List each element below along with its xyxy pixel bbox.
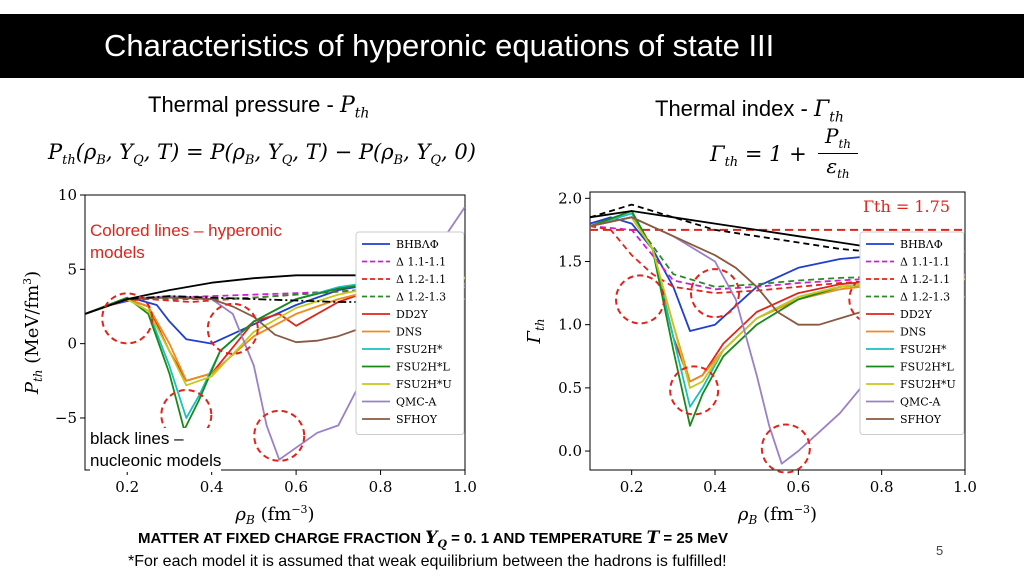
- nucleonic-note-line1: black lines –: [90, 429, 184, 448]
- y-tick-label: −5: [54, 408, 77, 427]
- thermal-pressure-equation: $P_{th}(\rho_B$, $Y_Q$, $T) = P(\rho_B$, $Y_Q$, $T) - P(\rho_B$, $Y_Q$, 0): [48, 140, 476, 169]
- legend-entry-label: FSU2H*L: [900, 360, 954, 374]
- y-axis-label: $P_{th}$ $(MeV/fm^3)$: [21, 270, 45, 395]
- x-tick-label: 0.4: [199, 478, 224, 496]
- thermal-pressure-heading: [148, 92, 369, 121]
- thermal-index-equation-lhs: $\Gamma_{th} = 1$ +: [710, 142, 807, 171]
- conditions-line: [138, 528, 728, 550]
- hyperonic-note: [90, 220, 282, 264]
- x-tick-label: 0.6: [284, 478, 309, 496]
- nucleonic-note-line2: nucleonic models: [90, 451, 222, 470]
- legend-entry-label: BHBΛΦ: [396, 238, 439, 251]
- x-tick-label: 0.8: [368, 478, 393, 496]
- x-axis-label: $\rho_B$ $(fm^{-3})$: [737, 503, 818, 527]
- y-tick-label: 10: [57, 186, 77, 204]
- y-tick-label: 2.0: [558, 189, 582, 208]
- legend-entry-label: Δ 1.2-1.3: [900, 290, 951, 304]
- x-tick-label: 0.2: [619, 478, 644, 496]
- legend-entry-label: Δ 1.1-1.1: [900, 255, 951, 269]
- y-tick-label: 0.5: [558, 378, 582, 397]
- thermal-index-heading: [655, 96, 844, 125]
- x-tick-label: 0.6: [786, 478, 811, 496]
- conditions-mid: = 0. 1 AND TEMPERATURE: [446, 530, 647, 547]
- conditions-yq: [425, 528, 447, 551]
- conditions-end: = 25 MeV: [659, 530, 729, 547]
- y-axis-label: $\Gamma_{th}$: [524, 318, 547, 344]
- fraction-numerator: $P_{th}$: [824, 124, 852, 151]
- conditions-yq-y: Y: [425, 528, 438, 548]
- y-tick-label: 1.0: [558, 315, 582, 334]
- thermal-index-equation-fraction: [818, 124, 858, 181]
- y-tick-label: 0.0: [558, 442, 582, 461]
- y-tick-label: 1.5: [558, 252, 582, 271]
- y-tick-label: 0: [67, 334, 77, 353]
- legend-entry-label: Δ 1.1-1.1: [396, 255, 447, 269]
- x-tick-label: 0.8: [869, 478, 894, 496]
- thermal-index-chart: [510, 180, 990, 530]
- thermal-index-heading-text: Thermal index -: [655, 96, 814, 121]
- conditions-pre: MATTER AT FIXED CHARGE FRACTION: [138, 530, 426, 547]
- legend-entry-label: QMC-A: [900, 395, 941, 409]
- legend-entry-label: FSU2H*U: [396, 378, 452, 391]
- x-axis-label: $\rho_B$ $(fm^{-3})$: [235, 503, 315, 527]
- x-tick-label: 0.2: [115, 478, 140, 496]
- legend-entry-label: QMC-A: [396, 395, 437, 409]
- legend-entry-label: FSU2H*: [900, 343, 947, 356]
- legend-entry-label: Δ 1.2-1.3: [396, 290, 447, 304]
- footnote: *For each model it is assumed that weak equilibrium between the hadrons is fulfilled!: [128, 553, 727, 570]
- fraction-denominator: $\varepsilon_{th}$: [826, 154, 850, 181]
- thermal-pressure-symbol: $P_{th}$: [339, 93, 370, 122]
- legend-entry-label: Δ 1.2-1.1: [396, 273, 447, 286]
- legend-entry-label: Δ 1.2-1.1: [900, 273, 951, 286]
- title-bar: [0, 14, 1024, 78]
- x-tick-label: 0.4: [703, 478, 727, 496]
- slide-title: Characteristics of hyperonic equations of state III: [104, 28, 775, 63]
- y-tick-label: 5: [67, 260, 77, 279]
- conditions-yq-sub: Q: [437, 537, 447, 551]
- legend-entry-label: SFHOY: [900, 413, 942, 426]
- nucleonic-note: [90, 428, 221, 472]
- legend-entry-label: SFHOY: [396, 413, 438, 426]
- legend-entry-label: DNS: [900, 325, 926, 339]
- hyperonic-note-line1: Colored lines – hyperonic: [90, 221, 282, 240]
- x-tick-label: 1.0: [453, 478, 477, 496]
- x-tick-label: 1.0: [953, 478, 977, 496]
- legend-entry-label: DNS: [396, 325, 422, 339]
- hyperonic-note-line2: models: [90, 243, 145, 262]
- conditions-t: T: [646, 528, 660, 548]
- thermal-pressure-heading-text: Thermal pressure -: [148, 92, 340, 117]
- legend-entry-label: DD2Y: [900, 308, 932, 321]
- legend-entry-label: FSU2H*L: [396, 360, 450, 374]
- legend-entry-label: DD2Y: [396, 308, 428, 321]
- legend-entry-label: BHBΛΦ: [900, 238, 943, 251]
- gamma-reference-label: Γth = 1.75: [862, 197, 950, 216]
- page-number: 5: [936, 543, 944, 558]
- thermal-index-symbol: $\Gamma_{th}$: [813, 97, 844, 126]
- legend-entry-label: FSU2H*: [396, 343, 443, 356]
- legend-entry-label: FSU2H*U: [900, 378, 956, 391]
